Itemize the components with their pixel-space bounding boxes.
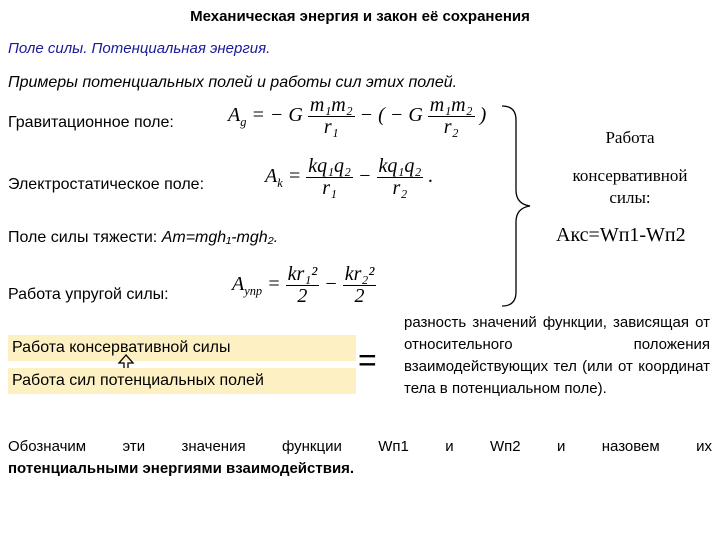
potential-field-work-box: Работа сил потенциальных полей [8, 368, 356, 394]
bottom-line-2: потенциальными энергиями взаимодействия. [8, 460, 355, 477]
examples-heading: Примеры потенциальных полей и работы сил этих полей. [8, 74, 458, 91]
grav-fraction-1: $\frac{\text{m₁m₂}}{\text{r₁}}$ [309, 94, 353, 138]
grav-formula: $A_g$ = − G $\frac{\text{m₁m₂}}{\text{r₁}}$ − ( − G $\frac{\text{m₁m₂}}{\text{r₂}}$ ) [228, 94, 487, 138]
grav-fraction-2: $\frac{\text{m₁m₂}}{\text{r₂}}$ [429, 94, 473, 138]
electro-fraction-2: $\frac{\text{kq₁q₂}}{\text{r₂}}$ [378, 155, 422, 199]
conservative-work-formula: Aкс=Wп1-Wп2 [556, 224, 686, 246]
equals-sign: = [358, 342, 377, 378]
gravity-force-line: Поле силы тяжести: Aт=mgh₁-mgh₂. [8, 229, 279, 246]
electro-label: Электростатическое поле: [8, 176, 205, 193]
electro-formula: $A_k$ = $\frac{\text{kq₁q₂}}{\text{r₁}}$ − $\frac{\text{kq₁q₂}}{\text{r₂}}$ . [265, 155, 434, 199]
electro-fraction-1: $\frac{\text{kq₁q₂}}{\text{r₁}}$ [308, 155, 352, 199]
elastic-formula: $A_{упр}$ = $\frac{\text{kr₁²}}{2}$ − $\frac{\text{kr₂²}}{2}$ [232, 263, 375, 307]
right-curly-brace [498, 104, 538, 308]
elastic-fraction-2: $\frac{\text{kr₂²}}{2}$ [344, 263, 375, 307]
page-title: Механическая энергия и закон её сохранения [190, 8, 530, 25]
bottom-line-1: Обозначим эти значения функции Wп1 и Wп2 и назовем их [8, 438, 712, 455]
section-subtitle: Поле силы. Потенциальная энергия. [8, 40, 271, 57]
conservative-force-work-box: Работа консервативной силы [8, 335, 356, 361]
elastic-fraction-1: $\frac{\text{kr₁²}}{2}$ [287, 263, 318, 307]
grav-label: Гравитационное поле: [8, 114, 174, 131]
description-paragraph: разность значений функции, зависящая от относительного положения взаимодействующих тел (или от координат тела в потенциальном поле). [404, 314, 710, 397]
bottom-paragraph [8, 436, 712, 480]
conservative-work-caption: Работа консервативной силы: [572, 128, 688, 207]
elastic-label: Работа упругой силы: [8, 286, 169, 303]
